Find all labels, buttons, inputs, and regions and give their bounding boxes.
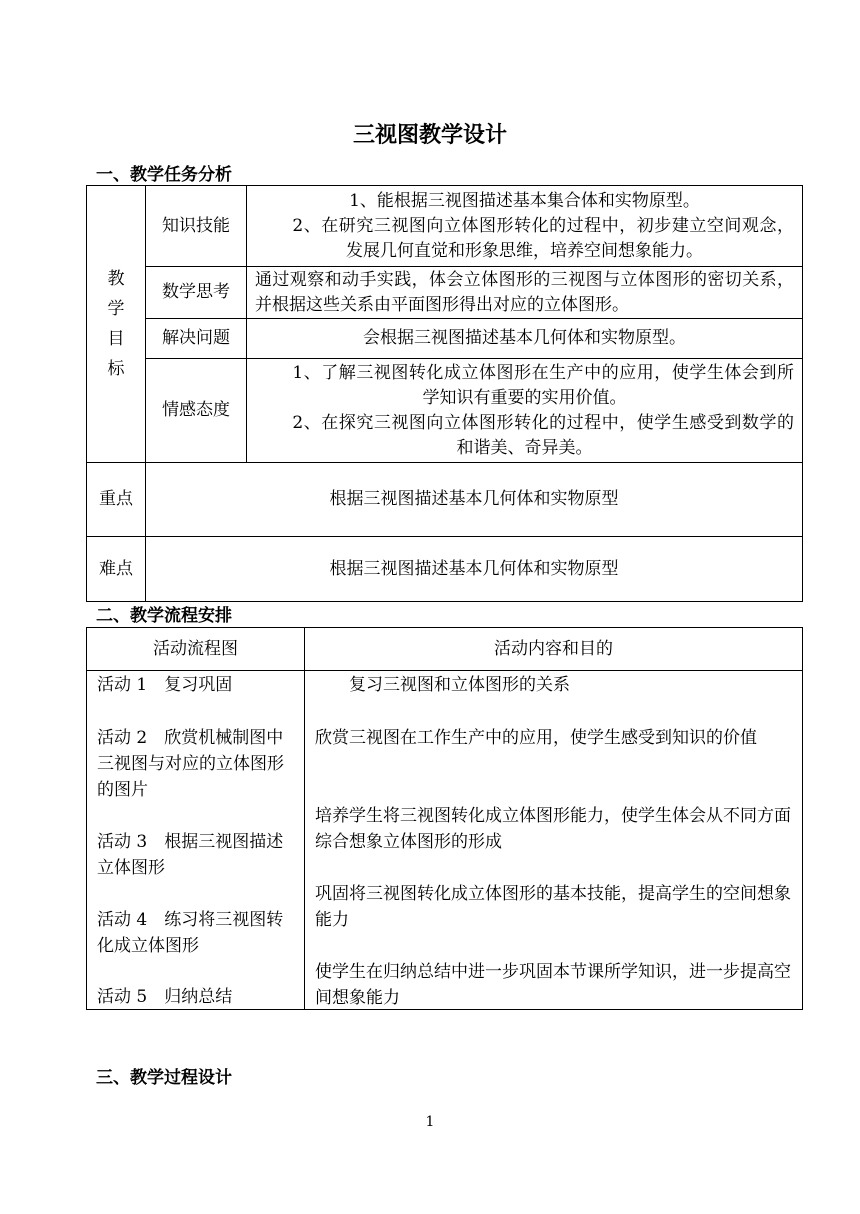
goal-label-char: 教 bbox=[107, 269, 125, 289]
page-number: 1 bbox=[425, 1114, 435, 1130]
content-item: 复习三视图和立体图形的关系 bbox=[349, 675, 570, 695]
goal-label-char: 学 bbox=[107, 299, 125, 319]
section-heading-task-analysis: 一、教学任务分析 bbox=[96, 165, 232, 185]
activity-item: 活动 3 根据三视图描述立体图形 bbox=[97, 832, 284, 878]
content-column-header: 活动内容和目的 bbox=[305, 628, 803, 671]
content-line: 1、了解三视图转化成立体图形在生产中的应用，使学生体会到所学知识有重要的实用价值。 bbox=[292, 362, 794, 408]
content-line: 会根据三视图描述基本几何体和实物原型。 bbox=[363, 328, 686, 348]
goal-label-char: 标 bbox=[107, 359, 125, 379]
teaching-flow-table bbox=[86, 627, 803, 1010]
row-label-attitude: 情感态度 bbox=[146, 359, 247, 463]
row-label-math-thinking: 数学思考 bbox=[146, 267, 247, 319]
row-content-knowledge bbox=[247, 186, 803, 267]
content-item: 培养学生将三视图转化成立体图形能力，使学生体会从不同方面综合想象立体图形的形成 bbox=[315, 806, 791, 852]
activity-flow-cell bbox=[87, 671, 305, 1010]
goal-label-char: 目 bbox=[107, 329, 125, 349]
activity-item: 活动 2 欣赏机械制图中三视图与对应的立体图形的图片 bbox=[97, 728, 284, 800]
row-content-problem-solving bbox=[247, 319, 803, 359]
content-line: 2、在研究三视图向立体图形转化的过程中，初步建立空间观念，发展几何直觉和形象思维，培养空间想象能力。 bbox=[292, 215, 794, 261]
document-title: 三视图教学设计 bbox=[352, 123, 507, 148]
task-analysis-table bbox=[86, 185, 803, 602]
difficulty-label: 难点 bbox=[87, 537, 146, 602]
flow-column-header: 活动流程图 bbox=[87, 628, 305, 671]
activity-content-cell bbox=[305, 671, 803, 1010]
section-heading-process: 三、教学过程设计 bbox=[96, 1068, 232, 1088]
content-item: 巩固将三视图转化成立体图形的基本技能，提高学生的空间想象能力 bbox=[315, 884, 791, 930]
row-label-problem-solving: 解决问题 bbox=[146, 319, 247, 359]
content-item: 使学生在归纳总结中进一步巩固本节课所学知识，进一步提高空间想象能力 bbox=[315, 962, 791, 1008]
difficulty-content: 根据三视图描述基本几何体和实物原型 bbox=[146, 537, 803, 602]
row-content-attitude bbox=[247, 359, 803, 463]
content-item: 欣赏三视图在工作生产中的应用，使学生感受到知识的价值 bbox=[315, 728, 757, 748]
goal-label-cell bbox=[87, 186, 146, 463]
activity-item: 活动 5 归纳总结 bbox=[97, 987, 233, 1007]
activity-item: 活动 4 练习将三视图转化成立体图形 bbox=[97, 910, 284, 956]
row-content-math-thinking bbox=[247, 267, 803, 319]
content-line: 1、能根据三视图描述基本集合体和实物原型。 bbox=[349, 190, 700, 211]
content-line: 通过观察和动手实践，体会立体图形的三视图与立体图形的密切关系，并根据这些关系由平面图形得出对应的立体图形。 bbox=[255, 269, 794, 315]
key-point-content: 根据三视图描述基本几何体和实物原型 bbox=[146, 463, 803, 537]
key-point-label: 重点 bbox=[87, 463, 146, 537]
section-heading-flow: 二、教学流程安排 bbox=[96, 606, 232, 626]
content-line: 2、在探究三视图向立体图形转化的过程中，使学生感受到数学的和谐美、奇异美。 bbox=[292, 412, 794, 458]
activity-item: 活动 1 复习巩固 bbox=[97, 675, 233, 695]
row-label-knowledge: 知识技能 bbox=[146, 186, 247, 267]
